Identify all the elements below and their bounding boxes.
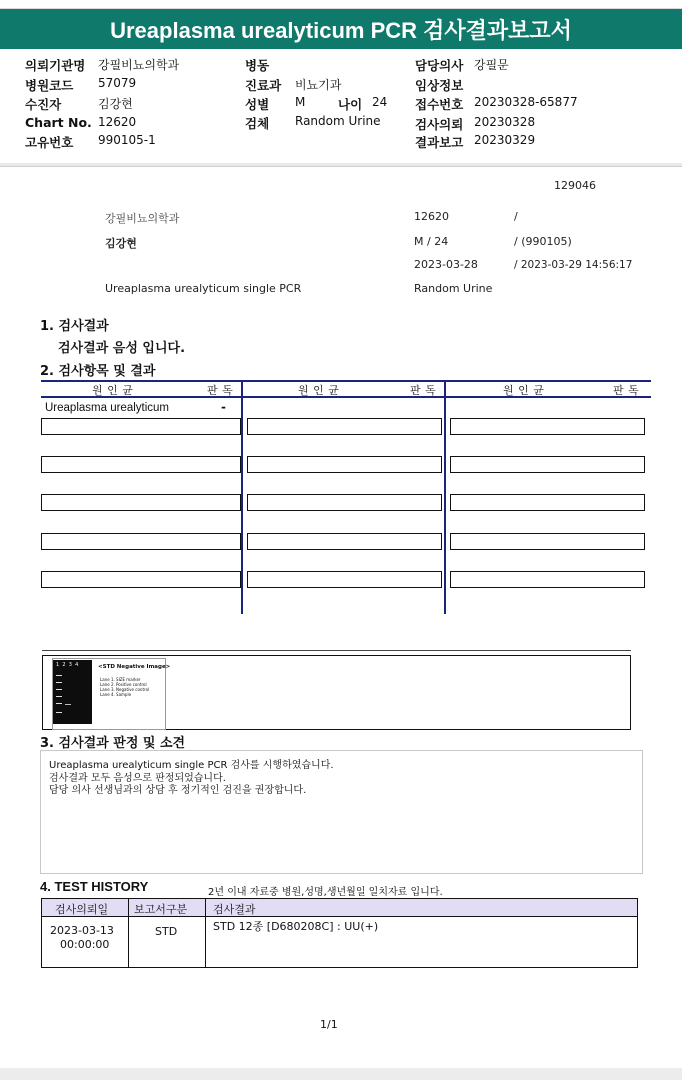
header-label: 고유번호 [25, 135, 74, 150]
info-clinic: 강필비뇨의학과 [105, 212, 180, 225]
section1-heading: 1. 검사결과 [40, 319, 109, 334]
report-code: 129046 [554, 179, 596, 192]
header-label: 의뢰기관명 [25, 58, 86, 73]
header-value: 57079 [98, 76, 137, 90]
col-organism-header: 원 인 균 [298, 384, 340, 397]
empty-result-box [41, 494, 241, 511]
header-label: 진료과 [245, 78, 282, 93]
header-value: 강필문 [474, 58, 509, 72]
empty-result-box [41, 456, 241, 473]
section1-result: 검사결과 음성 입니다. [58, 341, 186, 356]
empty-result-box [450, 418, 645, 435]
header-label: 접수번호 [415, 97, 464, 112]
header-value: 12620 [98, 115, 137, 129]
empty-result-box [41, 418, 241, 435]
gel-electrophoresis-image [53, 660, 92, 724]
organism-name: Ureaplasma urealyticum [45, 402, 169, 414]
gel-legend-item: Lane 3. Negative control [100, 687, 150, 692]
header-label: Chart No. [25, 115, 92, 130]
empty-result-box [41, 533, 241, 550]
history-date: 2023-03-13 [50, 924, 114, 937]
header-divider-line [0, 166, 682, 167]
info-patient-name: 김강현 [105, 237, 137, 250]
empty-result-box [247, 533, 442, 550]
col-judgement-header: 판 독 [410, 384, 437, 397]
header-value: 김강현 [98, 97, 133, 111]
header-value: 강필비뇨의학과 [98, 58, 180, 72]
empty-result-box [41, 571, 241, 588]
empty-result-box [450, 494, 645, 511]
header-label: 병원코드 [25, 78, 74, 93]
empty-result-box [247, 418, 442, 435]
header-label: 결과보고 [415, 135, 464, 150]
header-label: 성별 [245, 97, 270, 112]
grid-divider [444, 380, 446, 614]
divider-line [42, 650, 631, 651]
empty-result-box [247, 494, 442, 511]
gel-lane-numbers: 1 2 3 4 [56, 662, 79, 668]
comment-line: 검사결과 모두 음성으로 판정되었습니다. [49, 773, 226, 784]
history-type: STD [155, 925, 178, 938]
col-judgement-header: 판 독 [207, 384, 234, 397]
empty-result-box [247, 571, 442, 588]
header-value: 20230328 [474, 115, 536, 129]
history-col-header: 검사결과 [213, 903, 256, 916]
header-label: 병동 [245, 58, 270, 73]
section3-heading: 3. 검사결과 판정 및 소견 [40, 736, 186, 751]
history-col-divider [205, 899, 206, 967]
report-title: Ureaplasma urealyticum PCR 검사결과보고서 [0, 8, 682, 49]
header-value: M [295, 95, 306, 109]
comment-line: Ureaplasma urealyticum single PCR 검사를 시행하였습니다. [49, 760, 334, 771]
gel-legend-item: Lane 4. Sample [100, 692, 132, 697]
section4-heading: 4. TEST HISTORY [40, 879, 149, 894]
empty-result-box [247, 456, 442, 473]
history-col-header: 보고서구분 [134, 903, 188, 916]
grid-divider [241, 380, 243, 614]
history-col-header: 검사의뢰일 [55, 903, 109, 916]
info-report-datetime: / 2023-03-29 14:56:17 [514, 259, 633, 271]
organism-result: - [221, 400, 226, 414]
comment-line: 담당 의사 선생님과의 상담 후 정기적인 검진을 권장합니다. [49, 785, 307, 796]
info-test-name: Ureaplasma urealyticum single PCR [105, 282, 302, 295]
header-value: Random Urine [295, 114, 381, 128]
empty-result-box [450, 571, 645, 588]
history-result: STD 12종 [D680208C] : UU(+) [213, 920, 379, 933]
header-label: 나이 [338, 97, 363, 112]
header-label: 수진자 [25, 97, 62, 112]
history-time: 00:00:00 [60, 938, 110, 951]
info-chart-no: 12620 [414, 210, 449, 223]
header-label: 검사의뢰 [415, 117, 464, 132]
history-note: 2년 이내 자료중 병원,성명,생년월일 일치자료 입니다. [208, 887, 443, 898]
info-sex-age: M / 24 [414, 235, 449, 248]
header-value: 990105-1 [98, 133, 156, 147]
gel-title: <STD Negative Image> [98, 664, 171, 670]
header-value: 24 [372, 95, 388, 109]
col-organism-header: 원 인 균 [503, 384, 545, 397]
header-label: 임상정보 [415, 78, 464, 93]
col-judgement-header: 판 독 [613, 384, 640, 397]
history-table-header [42, 899, 637, 917]
info-specimen: Random Urine [414, 282, 493, 295]
page-number: 1/1 [320, 1018, 338, 1031]
header-label: 담당의사 [415, 58, 464, 73]
header-label: 검체 [245, 116, 270, 131]
header-value: 20230328-65877 [474, 95, 578, 109]
empty-result-box [450, 533, 645, 550]
section2-heading: 2. 검사항목 및 결과 [40, 364, 156, 379]
info-birth: / (990105) [514, 235, 572, 248]
bottom-bar [0, 1068, 682, 1080]
header-value: 20230329 [474, 133, 536, 147]
history-col-divider [128, 899, 129, 967]
empty-result-box [450, 456, 645, 473]
info-slash: / [514, 210, 518, 223]
gel-legend-item: Lane 1. SIZE marker [100, 677, 141, 682]
col-organism-header: 원 인 균 [92, 384, 134, 397]
info-request-date: 2023-03-28 [414, 258, 478, 271]
header-value: 비뇨기과 [295, 78, 342, 92]
gel-legend-item: Lane 2. Positive control [100, 682, 147, 687]
